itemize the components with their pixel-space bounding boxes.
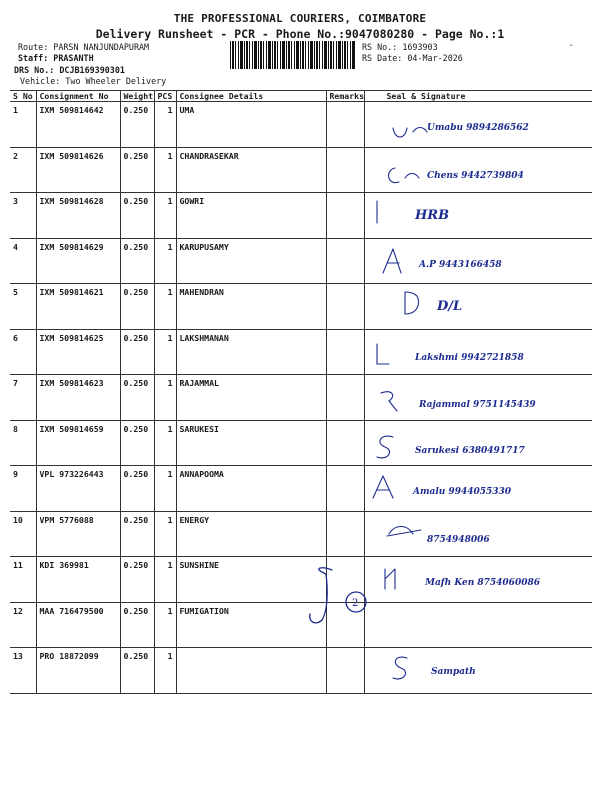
table-row	[10, 511, 592, 557]
cell-consignment-no: VPL 973226443	[36, 466, 120, 512]
table-row	[10, 284, 592, 330]
svg-text:2: 2	[352, 598, 359, 609]
handwritten-signature	[365, 148, 593, 193]
cell-remarks	[326, 238, 364, 284]
col-header-remarks: Remarks	[326, 91, 364, 102]
table-row	[10, 238, 592, 284]
handwritten-mark-circled-2	[300, 560, 380, 630]
cell-signature	[364, 466, 592, 512]
cell-remarks	[326, 648, 364, 694]
cell-pcs: 1	[154, 648, 176, 694]
cell-sno: 9	[10, 466, 36, 512]
cell-weight: 0.250	[120, 329, 154, 375]
cell-consignment-no: IXM 509814659	[36, 420, 120, 466]
cell-weight: 0.250	[120, 420, 154, 466]
cell-remarks	[326, 102, 364, 148]
cell-signature	[364, 329, 592, 375]
cell-pcs: 1	[154, 102, 176, 148]
cell-consignee: MAHENDRAN	[176, 284, 326, 330]
cell-sno: 12	[10, 602, 36, 648]
cell-sno: 7	[10, 375, 36, 421]
handwritten-signature	[365, 466, 593, 511]
cell-remarks	[326, 511, 364, 557]
handwritten-signature	[365, 193, 593, 238]
handwritten-signature	[365, 239, 593, 284]
cell-weight: 0.250	[120, 102, 154, 148]
cell-signature	[364, 557, 592, 603]
runsheet-subtitle: Delivery Runsheet - PCR - Phone No.:9047080280 - Page No.:1	[95, 27, 505, 41]
route-label: Route: PARSN NANJUNDAPURAM	[18, 42, 150, 52]
cell-consignee: ANNAPOOMA	[176, 466, 326, 512]
cell-consignment-no: MAA 716479500	[36, 602, 120, 648]
cell-weight: 0.250	[120, 238, 154, 284]
cell-weight: 0.250	[120, 375, 154, 421]
cell-weight: 0.250	[120, 284, 154, 330]
table-row	[10, 102, 592, 148]
signature-text: Amalu 9944055330	[412, 487, 511, 497]
cell-pcs: 1	[154, 420, 176, 466]
cell-remarks	[326, 329, 364, 375]
signature-text: Mafh Ken 8754060086	[424, 578, 540, 588]
cell-pcs: 1	[154, 557, 176, 603]
table-row	[10, 329, 592, 375]
cell-consignment-no: IXM 509814621	[36, 284, 120, 330]
cell-consignee: LAKSHMANAN	[176, 329, 326, 375]
cell-sno: 10	[10, 511, 36, 557]
cell-consignment-no: IXM 509814623	[36, 375, 120, 421]
cell-signature	[364, 602, 592, 648]
cell-pcs: 1	[154, 602, 176, 648]
table-header-row	[10, 91, 592, 102]
cell-pcs: 1	[154, 466, 176, 512]
col-header-consignee: Consignee Details	[176, 91, 326, 102]
col-header-signature: Seal & Signature	[364, 91, 592, 102]
cell-signature	[364, 375, 592, 421]
cell-consignee: SARUKESI	[176, 420, 326, 466]
cell-sno: 4	[10, 238, 36, 284]
cell-sno: 11	[10, 557, 36, 603]
cell-weight: 0.250	[120, 511, 154, 557]
table-row	[10, 147, 592, 193]
cell-consignment-no: IXM 509814642	[36, 102, 120, 148]
col-header-weight: Weight	[120, 91, 154, 102]
handwritten-signature	[365, 375, 593, 420]
signature-text: 8754948006	[426, 534, 490, 545]
cell-sno: 13	[10, 648, 36, 694]
cell-signature	[364, 238, 592, 284]
cell-remarks	[326, 193, 364, 239]
cell-consignment-no: IXM 509814626	[36, 147, 120, 193]
cell-pcs: 1	[154, 147, 176, 193]
handwritten-signature	[365, 603, 593, 648]
cell-signature	[364, 284, 592, 330]
table-row	[10, 466, 592, 512]
cell-consignment-no: KDI 369981	[36, 557, 120, 603]
handwritten-signature	[365, 330, 593, 375]
col-header-sno: S No	[10, 91, 36, 102]
cell-consignment-no: IXM 509814628	[36, 193, 120, 239]
cell-remarks	[326, 466, 364, 512]
cell-pcs: 1	[154, 511, 176, 557]
cell-signature	[364, 648, 592, 694]
handwritten-signature	[365, 421, 593, 466]
cell-consignee: GOWRI	[176, 193, 326, 239]
cell-weight: 0.250	[120, 557, 154, 603]
rs-date: RS Date: 04-Mar-2026	[362, 53, 463, 63]
rs-number: RS No.: 1693903	[362, 42, 438, 52]
cell-sno: 8	[10, 420, 36, 466]
cell-remarks	[326, 420, 364, 466]
cell-consignee: CHANDRASEKAR	[176, 147, 326, 193]
cell-consignee: ENERGY	[176, 511, 326, 557]
cell-weight: 0.250	[120, 193, 154, 239]
cell-weight: 0.250	[120, 466, 154, 512]
cell-pcs: 1	[154, 284, 176, 330]
handwritten-signature	[365, 284, 593, 329]
cell-remarks	[326, 375, 364, 421]
signature-text: Umabu 9894286562	[426, 123, 529, 133]
cell-consignment-no: PRO 18872099	[36, 648, 120, 694]
cell-remarks	[326, 147, 364, 193]
signature-text: Rajammal 9751145439	[418, 400, 536, 410]
cell-weight: 0.250	[120, 147, 154, 193]
handwritten-signature	[365, 557, 593, 602]
signature-text: D/L	[436, 299, 462, 314]
cell-sno: 3	[10, 193, 36, 239]
drs-number: DRS No.: DCJB169390301	[14, 65, 125, 75]
signature-text: Sampath	[430, 667, 476, 677]
cell-consignment-no: IXM 509814629	[36, 238, 120, 284]
cell-sno: 6	[10, 329, 36, 375]
handwritten-signature	[365, 648, 593, 693]
cell-consignment-no: IXM 509814625	[36, 329, 120, 375]
margin-mark: -	[568, 40, 575, 51]
cell-remarks	[326, 284, 364, 330]
col-header-consignment: Consignment No	[36, 91, 120, 102]
signature-text: Chens 9442739804	[426, 170, 524, 181]
cell-consignee: FUMIGATION	[176, 602, 326, 648]
handwritten-signature	[365, 102, 593, 147]
cell-signature	[364, 102, 592, 148]
table-row	[10, 193, 592, 239]
table-row	[10, 375, 592, 421]
cell-signature	[364, 193, 592, 239]
cell-consignee: KARUPUSAMY	[176, 238, 326, 284]
cell-consignment-no: VPM 5776088	[36, 511, 120, 557]
barcode-image	[230, 41, 356, 69]
cell-signature	[364, 420, 592, 466]
cell-pcs: 1	[154, 329, 176, 375]
signature-text: HRB	[414, 208, 449, 223]
cell-sno: 1	[10, 102, 36, 148]
cell-signature	[364, 511, 592, 557]
vehicle-label: Vehicle: Two Wheeler Delivery	[20, 76, 167, 86]
cell-pcs: 1	[154, 375, 176, 421]
cell-sno: 2	[10, 147, 36, 193]
table-row	[10, 420, 592, 466]
signature-text: Sarukesi 6380491717	[414, 445, 525, 456]
cell-consignee: UMA	[176, 102, 326, 148]
cell-signature	[364, 147, 592, 193]
staff-label: Staff: PRASANTH	[18, 53, 94, 63]
cell-weight: 0.250	[120, 648, 154, 694]
cell-pcs: 1	[154, 238, 176, 284]
signature-text: A.P 9443166458	[418, 259, 502, 270]
handwritten-signature	[365, 512, 593, 557]
company-title: THE PROFESSIONAL COURIERS, COIMBATORE	[173, 12, 427, 25]
cell-weight: 0.250	[120, 602, 154, 648]
cell-sno: 5	[10, 284, 36, 330]
cell-pcs: 1	[154, 193, 176, 239]
table-row	[10, 648, 592, 694]
col-header-pcs: PCS	[154, 91, 176, 102]
signature-text: Lakshmi 9942721858	[414, 352, 524, 363]
cell-consignee	[176, 648, 326, 694]
cell-consignee: SUNSHINE	[176, 557, 326, 603]
cell-consignee: RAJAMMAL	[176, 375, 326, 421]
